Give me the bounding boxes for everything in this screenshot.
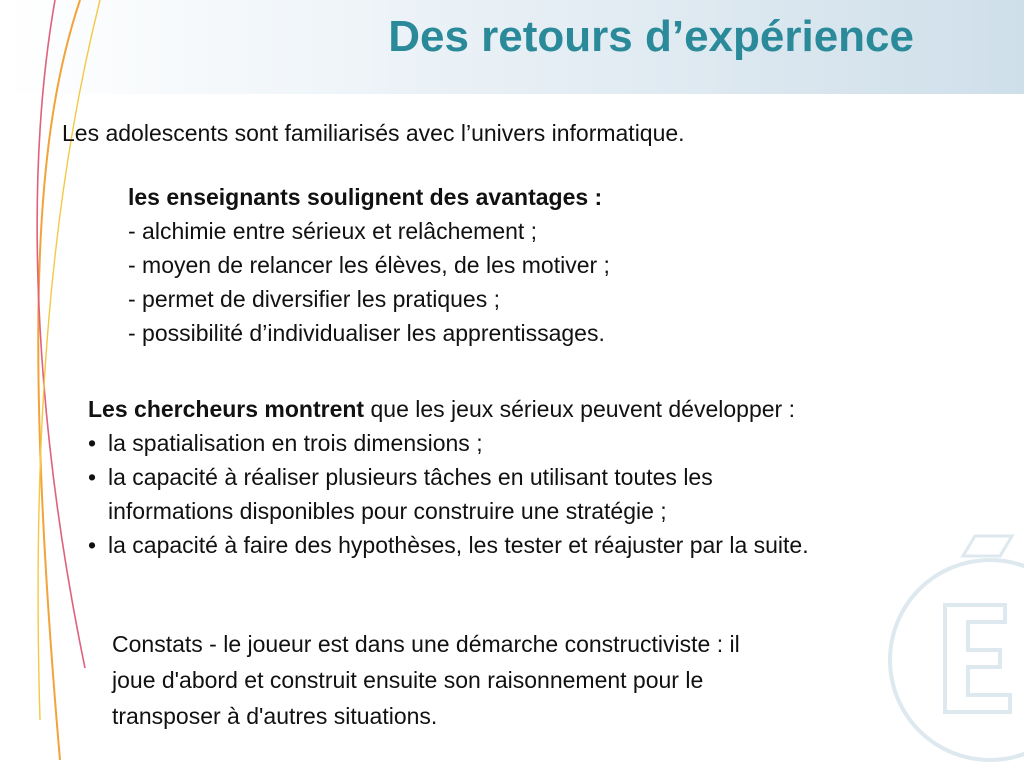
researchers-item-text: la spatialisation en trois dimensions ; [108, 430, 483, 456]
researchers-item [88, 528, 809, 562]
constats-block [112, 626, 740, 734]
researchers-block [88, 392, 809, 562]
teachers-item: - alchimie entre sérieux et relâchement ; [128, 218, 538, 244]
teachers-block [128, 180, 610, 350]
researchers-heading [88, 392, 809, 426]
researchers-item-text: informations disponibles pour construire une stratégie ; [108, 498, 667, 524]
constats-line: transposer à d'autres situations. [112, 703, 438, 729]
bullet-icon: • [88, 532, 97, 558]
researchers-item-text: la capacité à faire des hypothèses, les tester et réajuster par la suite. [108, 532, 809, 558]
teachers-item: - permet de diversifier les pratiques ; [128, 286, 500, 312]
teachers-item: - moyen de relancer les élèves, de les motiver ; [128, 252, 610, 278]
researchers-heading-rest: que les jeux sérieux peuvent développer : [364, 396, 795, 422]
intro-text: Les adolescents sont familiarisés avec l’univers informatique. [62, 120, 685, 146]
teachers-heading: les enseignants soulignent des avantages : [128, 184, 603, 210]
constats-line: joue d'abord et construit ensuite son raisonnement pour le [112, 667, 704, 693]
researchers-heading-bold: Les chercheurs montrent [88, 396, 365, 422]
e-emblem-logo [890, 536, 1024, 760]
researchers-item [88, 426, 809, 460]
teachers-item: - possibilité d’individualiser les apprentissages. [128, 320, 605, 346]
researchers-item-text: la capacité à réaliser plusieurs tâches en utilisant toutes les [108, 464, 713, 490]
yellow-curve [38, 0, 100, 720]
constats-line: Constats - le joueur est dans une démarche constructiviste : il [112, 631, 740, 657]
bullet-icon: • [88, 430, 97, 456]
bullet-icon: • [88, 464, 97, 490]
researchers-item-continuation [88, 494, 809, 528]
researchers-item [88, 460, 809, 494]
slide-title: Des retours d’expérience [388, 12, 914, 61]
